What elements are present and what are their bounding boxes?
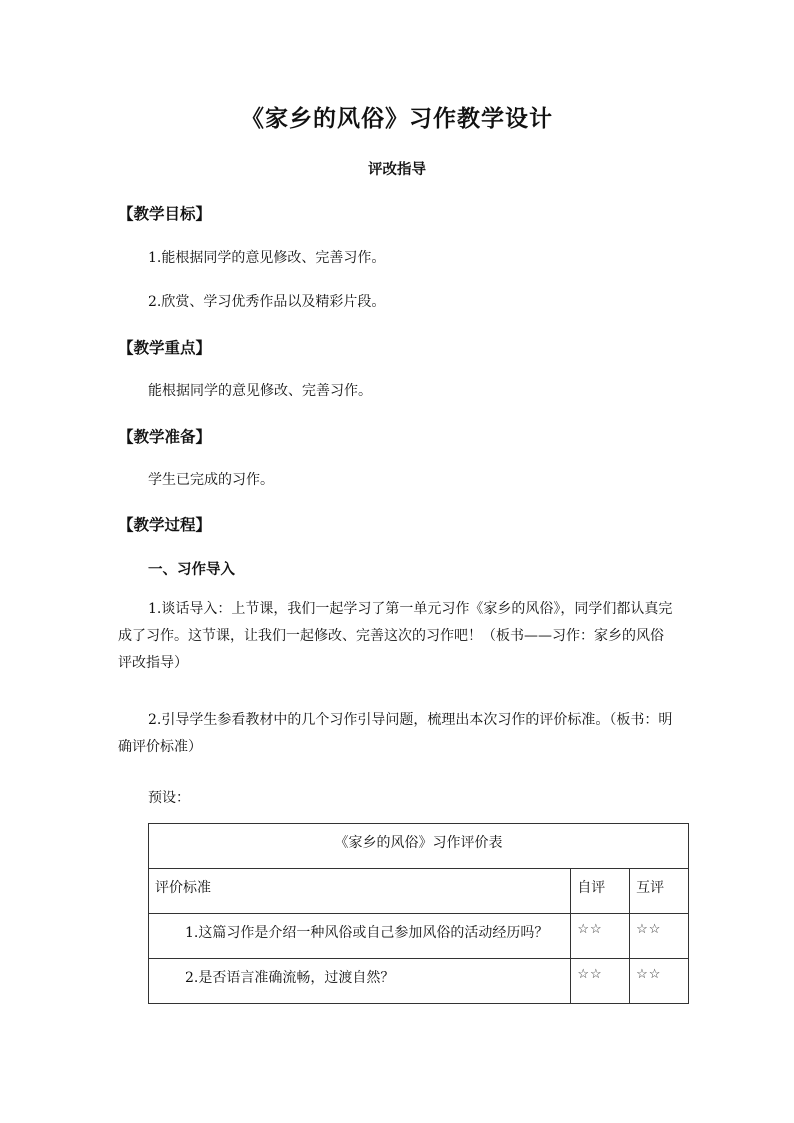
table-caption: 《家乡的风俗》习作评价表 [149, 824, 689, 869]
table-caption-row [149, 824, 689, 869]
preparation-text: 学生已完成的习作。 [148, 472, 274, 488]
process-heading: 【教学过程】 [118, 515, 212, 534]
document-title: 《家乡的风俗》习作教学设计 [241, 105, 553, 132]
process-step-1: 1.谈话导入：上节课，我们一起学习了第一单元习作《家乡的风俗》，同学们都认真完成了习作。这节课，让我们一起修改、完善这次的习作吧！（板书——习作：家乡的风俗 评改指导） [118, 601, 673, 671]
part1-title: 一、习作导入 [148, 561, 235, 578]
row-1-self-rating: ☆☆ [571, 914, 630, 959]
key-points-text: 能根据同学的意见修改、完善习作。 [148, 383, 372, 399]
row-1-peer-rating: ☆☆ [630, 914, 689, 959]
document-subtitle: 评改指导 [368, 161, 426, 178]
objective-item-1: 1.能根据同学的意见修改、完善习作。 [148, 250, 386, 266]
table-header-row [149, 869, 689, 914]
evaluation-table [148, 823, 689, 1004]
row-1-criterion: 1.这篇习作是介绍一种风俗或自己参加风俗的活动经历吗？ [149, 914, 571, 959]
table-row [149, 914, 689, 959]
preset-label: 预设： [148, 790, 190, 806]
objectives-heading: 【教学目标】 [118, 204, 212, 223]
objective-item-2: 2.欣赏、学习优秀作品以及精彩片段。 [148, 294, 386, 310]
table-row [149, 959, 689, 1004]
row-2-criterion: 2.是否语言准确流畅，过渡自然？ [149, 959, 571, 1004]
preparation-heading: 【教学准备】 [118, 427, 212, 446]
key-points-heading: 【教学重点】 [118, 338, 212, 357]
header-criterion: 评价标准 [149, 869, 571, 914]
process-step-2: 2.引导学生参看教材中的几个习作引导问题，梳理出本次习作的评价标准。（板书：明确评价标准） [118, 712, 673, 755]
header-self: 自评 [571, 869, 630, 914]
header-peer: 互评 [630, 869, 689, 914]
row-2-peer-rating: ☆☆ [630, 959, 689, 1004]
row-2-self-rating: ☆☆ [571, 959, 630, 1004]
